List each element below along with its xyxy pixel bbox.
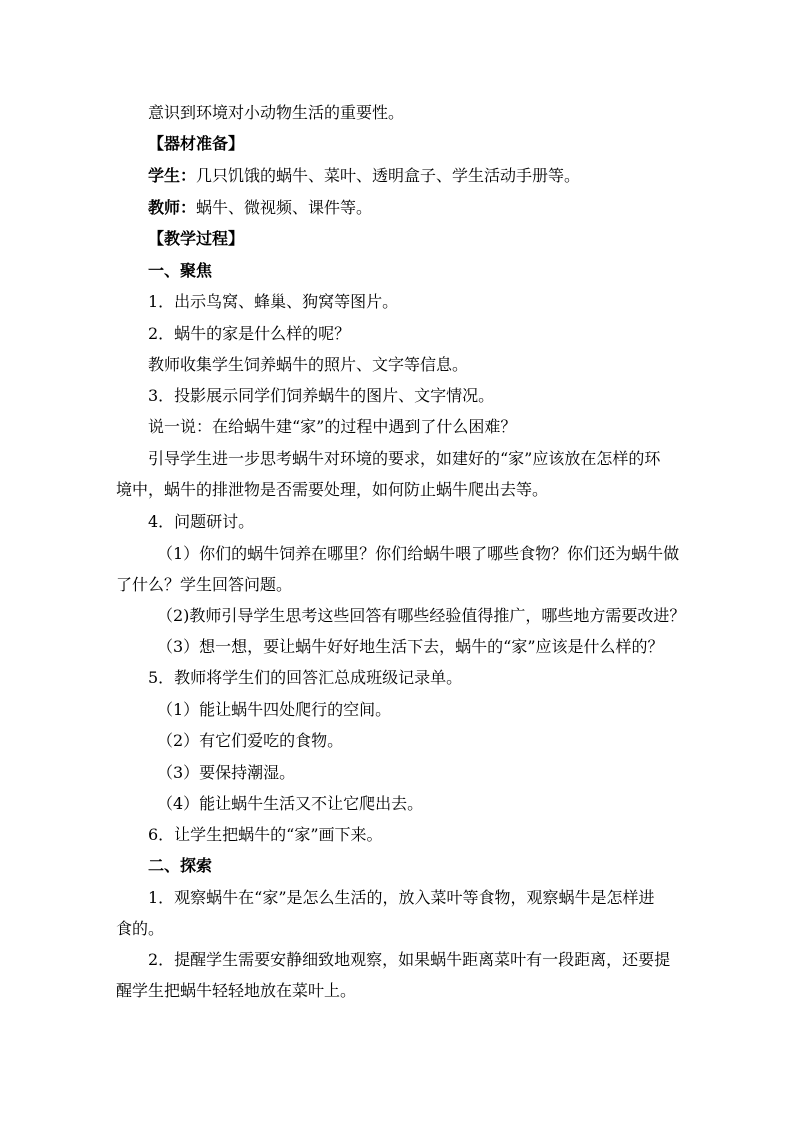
paragraph-line: 意识到环境对小动物生活的重要性。 <box>148 103 405 122</box>
materials-teacher <box>148 198 372 218</box>
paragraph-line: 2．蜗牛的家是什么样的呢？ <box>148 324 351 343</box>
paragraph-line: 了什么？学生回答问题。 <box>116 575 293 594</box>
paragraph-line: 3．投影展示同学们饲养蜗牛的图片、文字情况。 <box>148 386 495 405</box>
list-item: （3）要保持潮湿。 <box>157 763 296 782</box>
paragraph-line: 境中，蜗牛的排泄物是否需要处理，如何防止蜗牛爬出去等。 <box>116 480 549 499</box>
paragraph-line: （2)教师引导学生思考这些回答有哪些经验值得推广，哪些地方需要改进？ <box>157 606 686 625</box>
section-heading-explore: 二、探索 <box>148 856 213 875</box>
paragraph-line: （3）想一想，要让蜗牛好好地生活下去，蜗牛的“家”应该是什么样的？ <box>157 637 664 656</box>
paragraph-line: 食的。 <box>116 919 165 938</box>
list-item: （1）能让蜗牛四处爬行的空间。 <box>157 700 392 719</box>
paragraph-line: 1．观察蜗牛在“家”是怎么生活的，放入菜叶等食物，观察蜗牛是怎样进 <box>148 888 655 907</box>
materials-students <box>148 166 580 186</box>
paragraph-line: 4．问题研讨。 <box>148 512 255 531</box>
materials-students-text: 几只饥饿的蜗牛、菜叶、透明盒子、学生活动手册等。 <box>196 166 581 185</box>
paragraph-line: 醒学生把蜗牛轻轻地放在菜叶上。 <box>116 981 357 1000</box>
materials-teacher-text: 蜗牛、微视频、课件等。 <box>196 198 373 217</box>
section-heading-materials: 【器材准备】 <box>148 134 245 153</box>
paragraph-line: 引导学生进一步思考蜗牛对环境的要求，如建好的“家”应该放在怎样的环 <box>148 449 661 468</box>
paragraph-line: 说一说：在给蜗牛建“家”的过程中遇到了什么困难？ <box>148 417 517 436</box>
paragraph-line: （1）你们的蜗牛饲养在哪里？你们给蜗牛喂了哪些食物？你们还为蜗牛做 <box>157 544 680 563</box>
paragraph-line: 2．提醒学生需要安静细致地观察，如果蜗牛距离菜叶有一段距离，还要提 <box>148 950 671 969</box>
paragraph-line: 5．教师将学生们的回答汇总成班级记录单。 <box>148 668 463 687</box>
paragraph-line: 6．让学生把蜗牛的“家”画下来。 <box>148 825 383 844</box>
paragraph-line: 1．出示鸟窝、蜂巢、狗窝等图片。 <box>148 292 399 311</box>
label-students: 学生： <box>148 166 197 185</box>
list-item: （4）能让蜗牛生活又不让它爬出去。 <box>157 794 424 813</box>
paragraph-line: 教师收集学生饲养蜗牛的照片、文字等信息。 <box>148 355 469 374</box>
list-item: （2）有它们爱吃的食物。 <box>157 731 344 750</box>
section-heading-focus: 一、聚焦 <box>148 261 213 280</box>
label-teacher: 教师： <box>148 198 197 217</box>
section-heading-process: 【教学过程】 <box>148 229 245 248</box>
